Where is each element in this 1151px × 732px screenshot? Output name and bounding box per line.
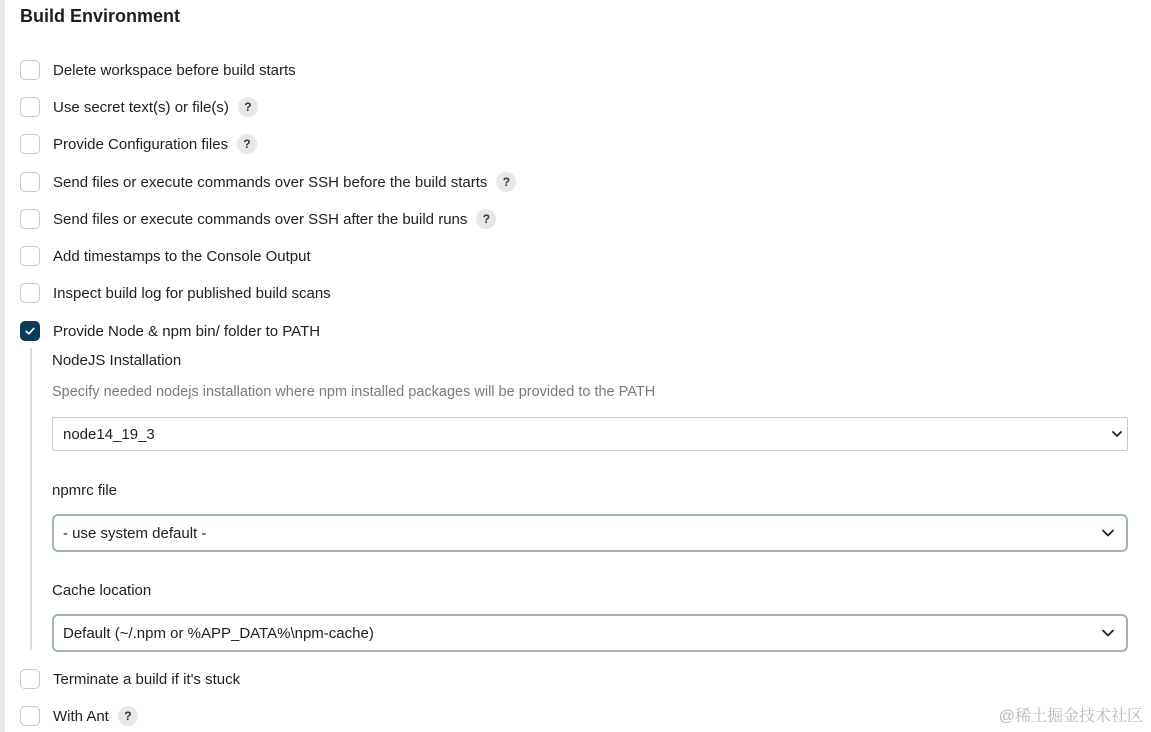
help-icon[interactable]: ?	[496, 172, 516, 192]
checkbox[interactable]	[20, 706, 40, 726]
checkbox-checked[interactable]	[20, 321, 40, 341]
help-icon[interactable]: ?	[237, 134, 257, 154]
nodejs-installation-description: Specify needed nodejs installation where npm installed packages will be provided to the PATH	[52, 384, 656, 400]
option-label: Send files or execute commands over SSH after the build runs	[53, 210, 468, 228]
option-label: Delete workspace before build starts	[53, 61, 296, 79]
option-ssh-after-build[interactable]	[20, 207, 496, 231]
nested-section-bar	[30, 348, 32, 650]
option-label: Provide Node & npm bin/ folder to PATH	[53, 322, 321, 340]
option-label: Use secret text(s) or file(s)	[53, 98, 229, 116]
select-value: Default (~/.npm or %APP_DATA%\npm-cache)	[63, 624, 374, 642]
chevron-down-icon	[1100, 625, 1116, 641]
npmrc-file-select[interactable]	[52, 514, 1128, 552]
cache-location-select[interactable]	[52, 614, 1128, 652]
checkbox[interactable]	[20, 97, 40, 117]
option-provide-node-npm[interactable]	[20, 319, 320, 343]
checkbox[interactable]	[20, 209, 40, 229]
select-value: - use system default -	[63, 524, 207, 542]
watermark: @稀土掘金技术社区	[998, 708, 1143, 725]
option-label: Send files or execute commands over SSH before the build starts	[53, 173, 488, 191]
chevron-down-icon	[1100, 525, 1116, 541]
help-icon[interactable]: ?	[238, 97, 258, 117]
option-label: Provide Configuration files	[53, 135, 229, 153]
npmrc-file-label: npmrc file	[52, 482, 118, 499]
option-label: With Ant	[53, 707, 109, 725]
left-panel-edge	[0, 0, 5, 732]
checkbox[interactable]	[20, 134, 40, 154]
check-icon	[24, 325, 36, 337]
option-provide-configuration-files[interactable]	[20, 132, 257, 156]
nodejs-installation-label: NodeJS Installation	[52, 352, 182, 369]
option-use-secret-text[interactable]	[20, 95, 258, 119]
option-label: Inspect build log for published build scans	[53, 284, 331, 302]
select-value: node14_19_3	[63, 425, 155, 443]
option-delete-workspace[interactable]	[20, 58, 296, 82]
cache-location-label: Cache location	[52, 582, 152, 599]
help-icon[interactable]: ?	[118, 706, 138, 726]
checkbox[interactable]	[20, 60, 40, 80]
option-with-ant[interactable]	[20, 704, 138, 728]
option-inspect-build-log[interactable]	[20, 281, 331, 305]
help-icon[interactable]: ?	[476, 209, 496, 229]
nodejs-installation-select[interactable]	[52, 417, 1128, 451]
checkbox[interactable]	[20, 246, 40, 266]
section-title: Build Environment	[20, 6, 181, 26]
checkbox[interactable]	[20, 283, 40, 303]
option-add-timestamps[interactable]	[20, 244, 311, 268]
option-ssh-before-build[interactable]	[20, 170, 516, 194]
option-label: Terminate a build if it's stuck	[53, 670, 241, 688]
chevron-down-icon	[1111, 428, 1123, 440]
option-terminate-stuck-build[interactable]	[20, 667, 240, 691]
checkbox[interactable]	[20, 669, 40, 689]
option-label: Add timestamps to the Console Output	[53, 247, 311, 265]
checkbox[interactable]	[20, 172, 40, 192]
